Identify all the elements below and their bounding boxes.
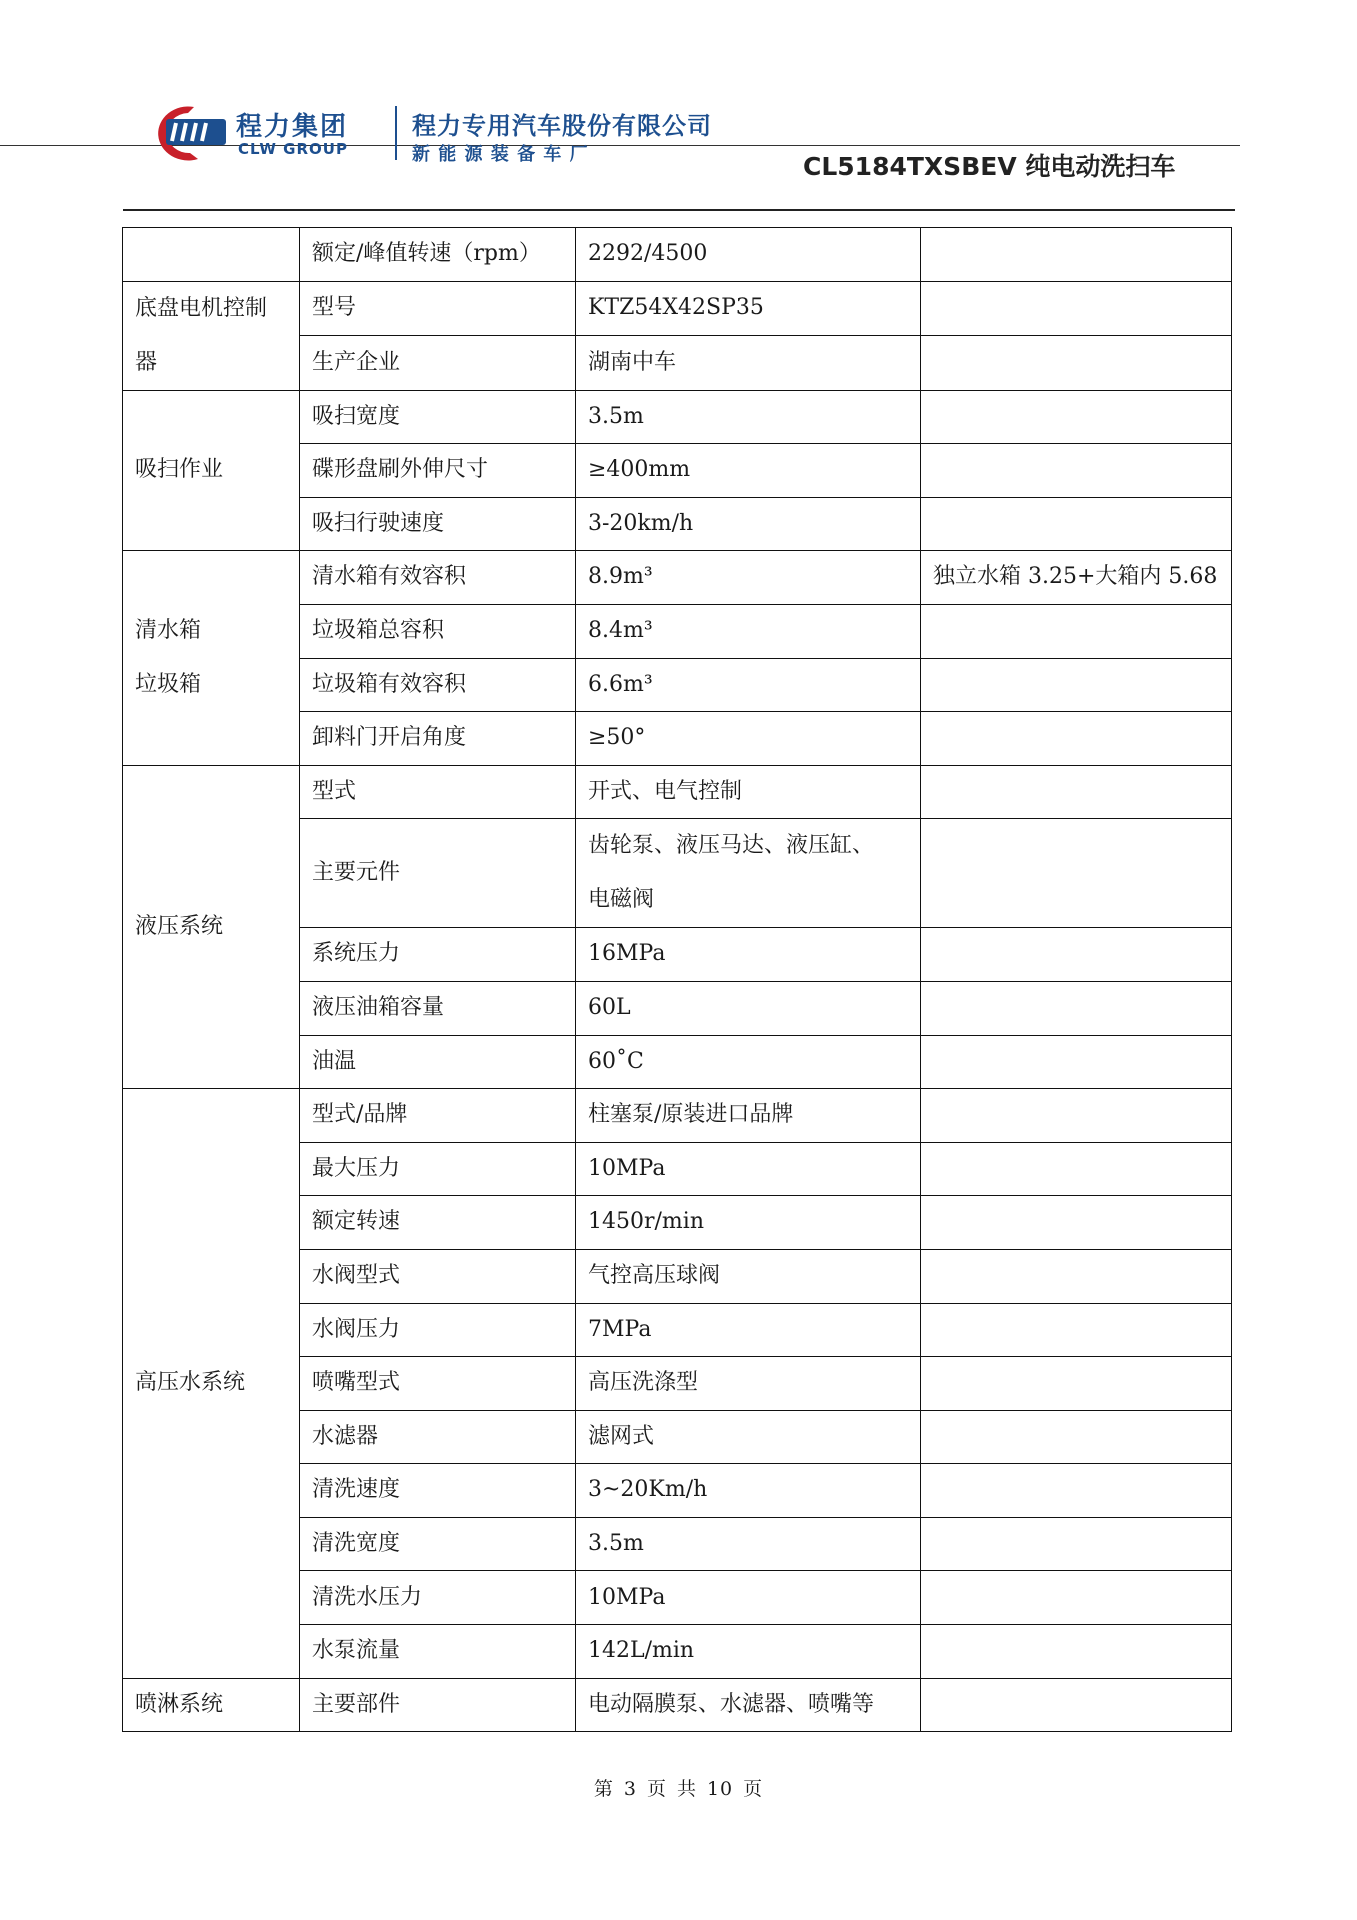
category-cell: 液压系统 — [123, 765, 300, 1088]
footer-text: 页 — [646, 1778, 667, 1800]
param-cell: 水滤器 — [300, 1410, 576, 1464]
value-cell: 6.6m³ — [576, 658, 921, 712]
param-cell: 碟形盘刷外伸尺寸 — [300, 444, 576, 498]
param-cell: 型式 — [300, 765, 576, 819]
param-cell: 垃圾箱有效容积 — [300, 658, 576, 712]
note-cell — [921, 712, 1232, 766]
category-line: 垃圾箱 — [135, 672, 202, 698]
clw-logo-icon — [138, 103, 230, 163]
param-cell: 油温 — [300, 1035, 576, 1089]
note-cell — [921, 1089, 1232, 1143]
note-cell — [921, 1571, 1232, 1625]
page-number: 3 — [623, 1778, 637, 1800]
param-cell: 水阀型式 — [300, 1249, 576, 1303]
factory-name: 新 能 源 装 备 车 厂 — [412, 144, 589, 165]
note-cell — [921, 765, 1232, 819]
brand-divider — [395, 106, 397, 160]
model-title: CL5184TXSBEV 纯电动洗扫车 — [803, 152, 1176, 181]
param-cell: 清洗宽度 — [300, 1517, 576, 1571]
table-row — [123, 551, 1232, 605]
note-cell — [921, 1196, 1232, 1250]
param-cell: 清洗速度 — [300, 1464, 576, 1518]
note-cell — [921, 1303, 1232, 1357]
value-cell: 湖南中车 — [576, 336, 921, 391]
footer-text: 第 — [593, 1778, 614, 1800]
value-cell: 60˚C — [576, 1035, 921, 1089]
value-cell: 10MPa — [576, 1142, 921, 1196]
param-cell: 生产企业 — [300, 336, 576, 391]
page-footer — [0, 1774, 1357, 1801]
param-cell: 吸扫行驶速度 — [300, 497, 576, 551]
brand-name-cn: 程力集团 — [236, 112, 349, 142]
param-cell: 型号 — [300, 281, 576, 336]
table-row — [123, 1678, 1232, 1732]
param-cell: 喷嘴型式 — [300, 1357, 576, 1411]
value-cell: 滤网式 — [576, 1410, 921, 1464]
value-cell: 8.4m³ — [576, 604, 921, 658]
note-cell — [921, 1142, 1232, 1196]
spec-table — [122, 227, 1232, 1732]
note-cell — [921, 228, 1232, 282]
value-cell: ≥50° — [576, 712, 921, 766]
brand-name-en: CLW GROUP — [238, 140, 348, 158]
value-cell — [576, 819, 921, 928]
note-cell — [921, 390, 1232, 444]
param-cell: 主要部件 — [300, 1678, 576, 1732]
page-header — [0, 0, 1357, 215]
param-cell: 清水箱有效容积 — [300, 551, 576, 605]
param-cell: 水泵流量 — [300, 1625, 576, 1679]
note-cell — [921, 1035, 1232, 1089]
param-cell: 最大压力 — [300, 1142, 576, 1196]
value-cell: KTZ54X42SP35 — [576, 281, 921, 336]
value-cell: 3.5m — [576, 390, 921, 444]
table-row — [123, 281, 1232, 336]
note-cell — [921, 1625, 1232, 1679]
value-cell: 7MPa — [576, 1303, 921, 1357]
note-cell — [921, 1249, 1232, 1303]
category-cell: 喷淋系统 — [123, 1678, 300, 1732]
note-cell — [921, 281, 1232, 336]
value-cell: 高压洗涤型 — [576, 1357, 921, 1411]
table-row — [123, 1089, 1232, 1143]
value-cell: 3.5m — [576, 1517, 921, 1571]
value-cell: 气控高压球阀 — [576, 1249, 921, 1303]
note-cell: 独立水箱 3.25+大箱内 5.68 — [921, 551, 1232, 605]
category-cell — [123, 228, 300, 282]
table-row — [123, 228, 1232, 282]
value-cell: 开式、电气控制 — [576, 765, 921, 819]
footer-text: 页 — [743, 1778, 764, 1800]
value-cell: 2292/4500 — [576, 228, 921, 282]
param-cell: 额定/峰值转速（rpm） — [300, 228, 576, 282]
table-row — [123, 765, 1232, 819]
category-line: 清水箱 — [135, 618, 202, 644]
note-cell — [921, 444, 1232, 498]
note-cell — [921, 1678, 1232, 1732]
param-cell: 清洗水压力 — [300, 1571, 576, 1625]
note-cell — [921, 1464, 1232, 1518]
value-cell: 10MPa — [576, 1571, 921, 1625]
category-cell: 吸扫作业 — [123, 390, 300, 551]
category-cell: 高压水系统 — [123, 1089, 300, 1679]
value-cell: 3-20km/h — [576, 497, 921, 551]
param-cell: 吸扫宽度 — [300, 390, 576, 444]
footer-text: 共 — [676, 1778, 697, 1800]
note-cell — [921, 604, 1232, 658]
note-cell — [921, 497, 1232, 551]
table-row — [123, 390, 1232, 444]
value-line: 电磁阀 — [588, 887, 655, 913]
value-cell: 8.9m³ — [576, 551, 921, 605]
category-cell — [123, 281, 300, 390]
param-cell: 垃圾箱总容积 — [300, 604, 576, 658]
header-bottom-rule — [123, 209, 1235, 211]
category-line: 器 — [135, 349, 158, 375]
param-cell: 型式/品牌 — [300, 1089, 576, 1143]
value-cell: 3~20Km/h — [576, 1464, 921, 1518]
value-cell: 电动隔膜泵、水滤器、喷嘴等 — [576, 1678, 921, 1732]
category-line: 底盘电机控制 — [135, 295, 268, 321]
param-cell: 主要元件 — [300, 819, 576, 928]
company-name: 程力专用汽车股份有限公司 — [412, 112, 712, 140]
value-cell: ≥400mm — [576, 444, 921, 498]
value-line: 齿轮泵、液压马达、液压缸、 — [588, 833, 875, 859]
param-cell: 卸料门开启角度 — [300, 712, 576, 766]
note-cell — [921, 1357, 1232, 1411]
value-cell: 16MPa — [576, 928, 921, 982]
note-cell — [921, 981, 1232, 1035]
value-cell: 142L/min — [576, 1625, 921, 1679]
param-cell: 液压油箱容量 — [300, 981, 576, 1035]
note-cell — [921, 336, 1232, 391]
note-cell — [921, 1410, 1232, 1464]
value-cell: 1450r/min — [576, 1196, 921, 1250]
param-cell: 水阀压力 — [300, 1303, 576, 1357]
note-cell — [921, 1517, 1232, 1571]
param-cell: 系统压力 — [300, 928, 576, 982]
value-cell: 柱塞泵/原装进口品牌 — [576, 1089, 921, 1143]
note-cell — [921, 928, 1232, 982]
category-cell — [123, 551, 300, 765]
note-cell — [921, 658, 1232, 712]
note-cell — [921, 819, 1232, 928]
param-cell: 额定转速 — [300, 1196, 576, 1250]
total-pages: 10 — [706, 1778, 734, 1800]
value-cell: 60L — [576, 981, 921, 1035]
